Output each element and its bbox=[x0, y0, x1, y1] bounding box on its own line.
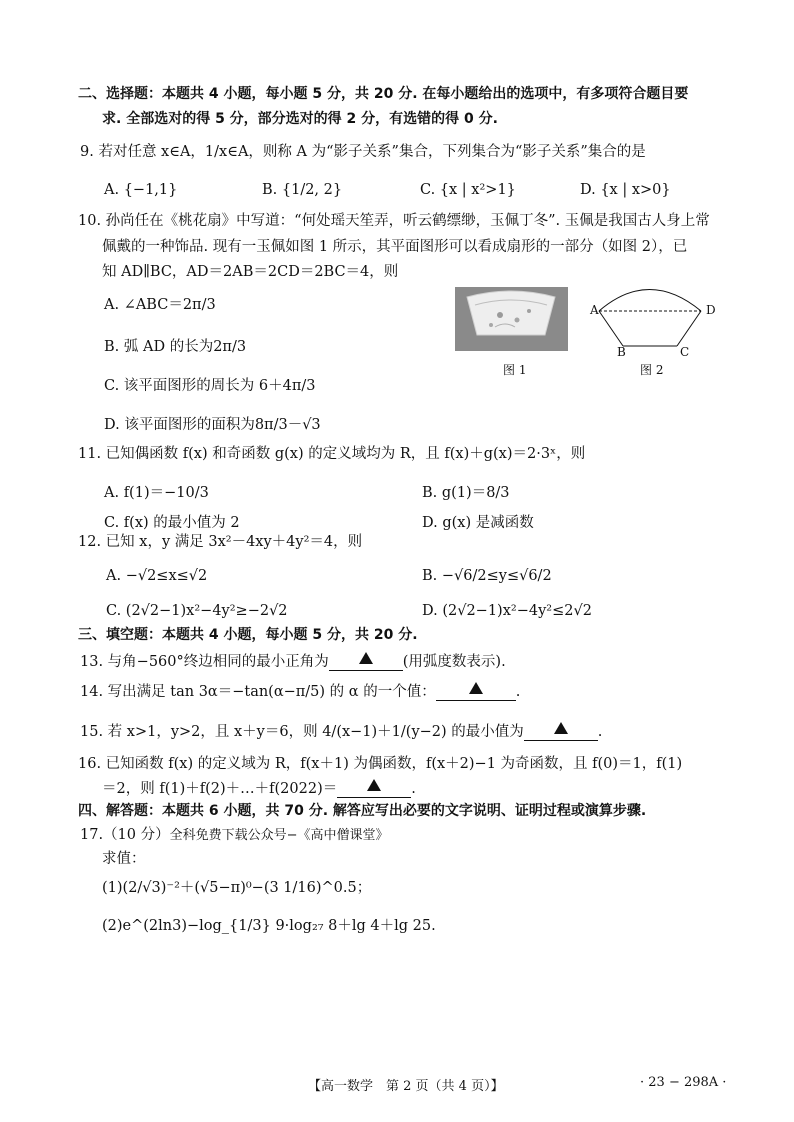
q11-option-d: D. g(x) 是减函数 bbox=[422, 515, 534, 531]
q13-text-after: (用弧度数表示). bbox=[402, 654, 506, 670]
figure2-label-d: D bbox=[706, 303, 716, 317]
q11-option-b: B. g(1)＝8/3 bbox=[422, 485, 510, 501]
figure1-jade-photo bbox=[455, 287, 568, 351]
q9-option-b: B. {1/2, 2} bbox=[262, 182, 343, 198]
q15-answer-blank[interactable] bbox=[524, 722, 598, 741]
section2-header-line2: 求. 全部选对的得 5 分，部分选对的得 2 分，有选错的得 0 分. bbox=[102, 111, 498, 127]
q14-text-after: . bbox=[515, 684, 521, 700]
q14-text: 14. 写出满足 tan 3α＝−tan(α−π/5) 的 α 的一个值： bbox=[80, 684, 436, 700]
figure2-caption: 图 2 bbox=[640, 363, 664, 377]
q10-option-d: D. 该平面图形的面积为8π/3－√3 bbox=[104, 417, 321, 433]
q10-option-c: C. 该平面图形的周长为 6＋4π/3 bbox=[104, 378, 316, 394]
q16-line2 bbox=[102, 779, 416, 798]
q14-line bbox=[80, 682, 520, 701]
q17-ask: 求值： bbox=[102, 851, 146, 867]
q13-line bbox=[80, 652, 506, 671]
q12-option-a: A. −√2≤x≤√2 bbox=[106, 568, 208, 584]
q13-answer-blank[interactable] bbox=[329, 652, 403, 671]
q15-line bbox=[80, 722, 602, 741]
q11-option-a: A. f(1)＝−10/3 bbox=[104, 485, 209, 501]
q10-option-b: B. 弧 AD 的长为2π/3 bbox=[104, 339, 247, 355]
q10-line1: 10. 孙尚任在《桃花扇》中写道：“何处瑶天笙弄，听云鹤缥缈，玉佩丁冬”. 玉佩是我国古人身上常 bbox=[78, 213, 710, 229]
q17-note: 全科免费下载公众号−《高中僧课堂》 bbox=[169, 828, 389, 843]
q9-option-d: D. {x | x>0} bbox=[580, 182, 671, 198]
q17-part1: (1)(2/√3)⁻²＋(√5−π)⁰−(3 1/16)^0.5； bbox=[102, 880, 372, 896]
q15-text-after: . bbox=[597, 724, 603, 740]
footer-page-info: 【高一数学 第 2 页（共 4 页）】 bbox=[308, 1079, 504, 1094]
q13-text: 13. 与角−560°终边相同的最小正角为 bbox=[80, 654, 329, 670]
figure2-label-a: A bbox=[590, 303, 599, 317]
q16-text: ＝2，则 f(1)＋f(2)＋…＋f(2022)＝ bbox=[102, 781, 338, 797]
q16-answer-blank[interactable] bbox=[337, 779, 411, 798]
triangle-icon bbox=[367, 779, 381, 791]
jade-pendant-image bbox=[455, 287, 568, 351]
figure2-sector-diagram bbox=[585, 278, 715, 358]
section3-header: 三、填空题：本题共 4 小题，每小题 5 分，共 20 分. bbox=[78, 627, 418, 643]
section4-header: 四、解答题：本题共 6 小题，共 70 分. 解答应写出必要的文字说明、证明过程或演算步骤. bbox=[78, 803, 647, 819]
q12-option-d: D. (2√2−1)x²−4y²≤2√2 bbox=[422, 603, 592, 619]
q14-answer-blank[interactable] bbox=[436, 682, 516, 701]
q16-line1: 16. 已知函数 f(x) 的定义域为 R，f(x＋1) 为偶函数，f(x＋2)−1 为奇函数，且 f(0)＝1，f(1) bbox=[78, 756, 683, 772]
figure1-caption: 图 1 bbox=[503, 363, 527, 377]
q9-option-c: C. {x | x²>1} bbox=[420, 182, 516, 198]
q12-option-b: B. −√6/2≤y≤√6/2 bbox=[422, 568, 552, 584]
q17-head: 17.（10 分） bbox=[80, 827, 170, 843]
q17-part2: (2)e^(2ln3)−log_{1/3} 9·log₂₇ 8＋lg 4＋lg 25. bbox=[102, 918, 436, 934]
q10-line3: 知 AD∥BC，AD＝2AB＝2CD＝2BC＝4，则 bbox=[102, 264, 399, 280]
triangle-icon bbox=[469, 682, 483, 694]
q12-option-c: C. (2√2−1)x²−4y²≥−2√2 bbox=[106, 603, 288, 619]
section2-header-line1: 二、选择题：本题共 4 小题，每小题 5 分，共 20 分. 在每小题给出的选项中，有多项符合题目要 bbox=[78, 86, 689, 102]
q11-option-c: C. f(x) 的最小值为 2 bbox=[104, 515, 240, 531]
q15-text: 15. 若 x>1，y>2，且 x＋y＝6，则 4/(x−1)＋1/(y−2) 的最小值为 bbox=[80, 724, 524, 740]
q12-stem: 12. 已知 x，y 满足 3x²－4xy＋4y²＝4，则 bbox=[78, 534, 363, 550]
q16-text-after: . bbox=[411, 781, 416, 797]
q10-line2: 佩戴的一种饰品. 现有一玉佩如图 1 所示，其平面图形可以看成扇形的一部分（如图 2），已 bbox=[102, 239, 688, 255]
footer-code: · 23 − 298A · bbox=[640, 1075, 727, 1090]
triangle-icon bbox=[554, 722, 568, 734]
triangle-icon bbox=[359, 652, 373, 664]
q17-head-line bbox=[80, 827, 389, 844]
figure2-label-b: B bbox=[617, 345, 626, 359]
figure2-label-c: C bbox=[680, 345, 690, 359]
q9-stem: 9. 若对任意 x∈A，1/x∈A，则称 A 为“影子关系”集合，下列集合为“影子关系”集合的是 bbox=[80, 144, 646, 160]
q11-stem: 11. 已知偶函数 f(x) 和奇函数 g(x) 的定义域均为 R，且 f(x)＋g(x)＝2·3ˣ，则 bbox=[78, 446, 586, 462]
q9-option-a: A. {−1,1} bbox=[104, 182, 178, 198]
q10-option-a: A. ∠ABC＝2π/3 bbox=[104, 297, 216, 313]
